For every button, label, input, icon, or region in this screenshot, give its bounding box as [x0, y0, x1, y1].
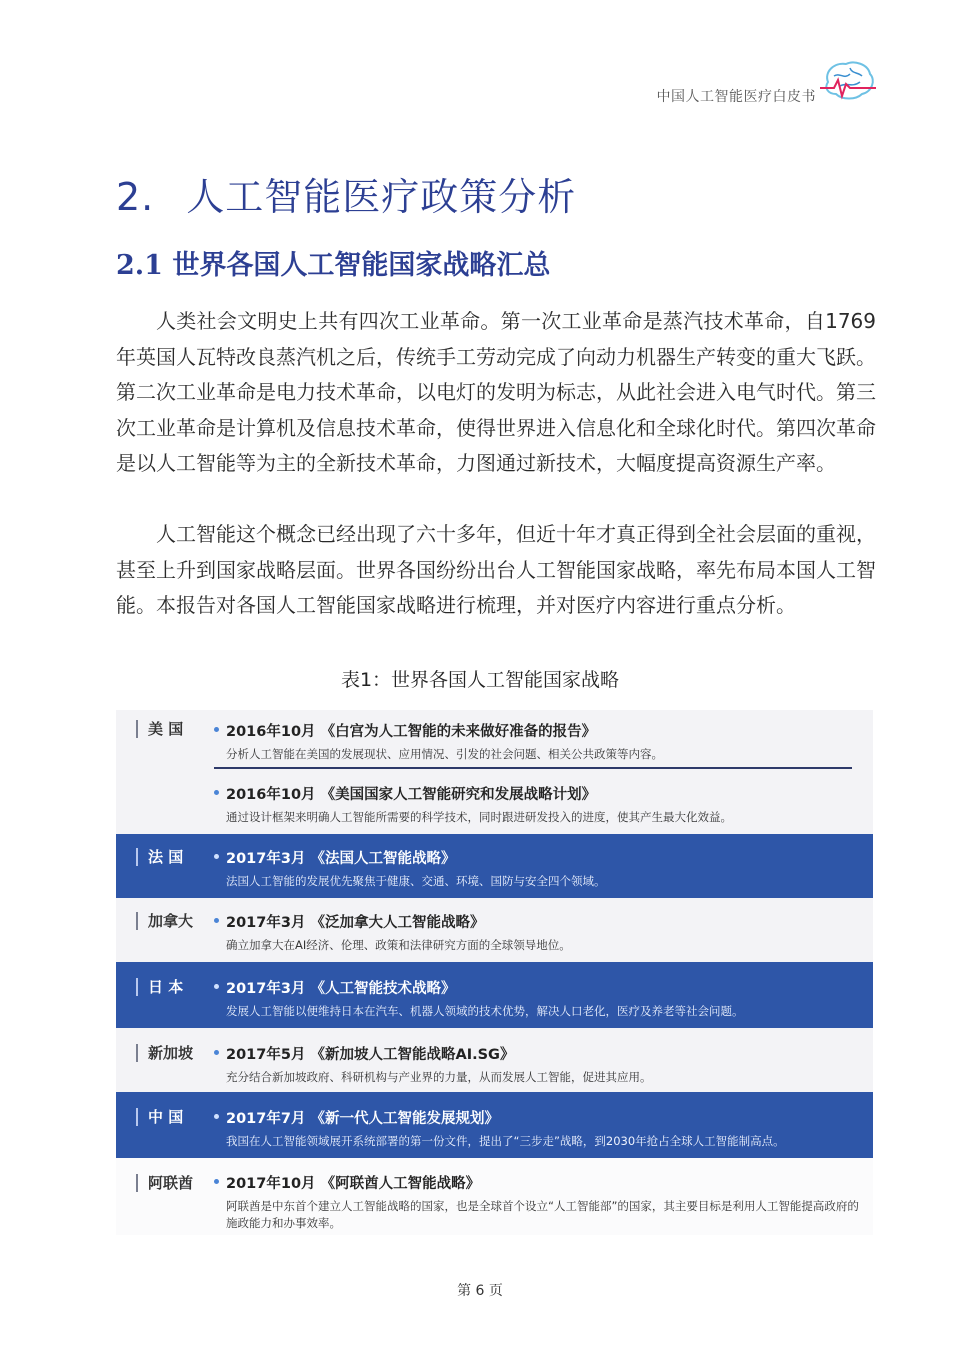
- country-label: 加拿大: [136, 912, 193, 930]
- table-row: [116, 710, 873, 834]
- entry-title: 2016年10月 《美国国家人工智能研究和发展战略计划》: [214, 783, 864, 804]
- entry-title: 2016年10月 《白宫为人工智能的未来做好准备的报告》: [214, 720, 864, 741]
- table-row: [116, 1158, 873, 1235]
- entry-description: 通过设计框架来明确人工智能所需要的科学技术，同时跟进研发投入的进度，使其产生最大化效益。: [226, 810, 732, 824]
- table-row: [116, 898, 873, 962]
- entry-title: 2017年5月 《新加坡人工智能战略AI.SG》: [214, 1043, 864, 1064]
- subsection-heading: 2.1 世界各国人工智能国家战略汇总: [116, 250, 551, 281]
- strategy-entry: [214, 1043, 864, 1086]
- table-row: [116, 1028, 873, 1092]
- entry-title: 2017年3月 《泛加拿大人工智能战略》: [214, 911, 864, 932]
- table-row: [116, 962, 873, 1028]
- country-label: 新加坡: [136, 1044, 193, 1062]
- section-title: 人工智能医疗政策分析: [186, 175, 577, 219]
- strategy-entry: [214, 847, 864, 890]
- strategy-entry: [214, 1107, 864, 1150]
- paragraph: 人类社会文明史上共有四次工业革命。第一次工业革命是蒸汽技术革命，自1769年英国人瓦特改良蒸汽机之后，传统手工劳动完成了向动力机器生产转变的重大飞跃。第二次工业革命是电力技术革命，以电灯的发明为标志，从此社会进入电气时代。第三次工业革命是计算机及信息技术革命，使得世界进入信息化和全球化时代。第四次革命是以人工智能等为主的全新技术革命，力图通过新技术，大幅度提高资源生产率。: [116, 309, 876, 475]
- country-label: 阿联酋: [136, 1174, 193, 1192]
- country-label: 美 国: [136, 720, 183, 738]
- strategy-entry: [214, 1172, 864, 1232]
- entry-description: 发展人工智能以便维持日本在汽车、机器人领域的技术优势，解决人口老化，医疗及养老等社会问题。: [226, 1004, 744, 1018]
- section-number: 2.: [116, 175, 155, 219]
- strategy-table: [116, 710, 873, 1235]
- strategy-entry: [214, 911, 864, 954]
- strategy-entry: [214, 783, 864, 826]
- strategy-entry: [214, 977, 864, 1020]
- country-label: 中 国: [136, 1108, 183, 1126]
- table-row: [116, 1092, 873, 1158]
- table-caption: 表1：世界各国人工智能国家战略: [340, 669, 620, 691]
- strategy-entry: [214, 720, 864, 763]
- entry-title: 2017年3月 《法国人工智能战略》: [214, 847, 864, 868]
- entry-description: 分析人工智能在美国的发展现状、应用情况、引发的社会问题、相关公共政策等内容。: [226, 747, 663, 761]
- entry-description: 确立加拿大在AI经济、伦理、政策和法律研究方面的全球领导地位。: [226, 938, 571, 952]
- entry-description: 阿联酋是中东首个建立人工智能战略的国家，也是全球首个设立“人工智能部”的国家，其主要目标是利用人工智能提高政府的施政能力和办事效率。: [226, 1199, 859, 1230]
- entry-description: 我国在人工智能领域展开系统部署的第一份文件，提出了“三步走”战略，到2030年抢占全球人工智能制高点。: [226, 1134, 785, 1148]
- table-row: [116, 834, 873, 898]
- entry-title: 2017年7月 《新一代人工智能发展规划》: [214, 1107, 864, 1128]
- country-label: 法 国: [136, 848, 183, 866]
- brain-logo-icon: [820, 58, 876, 104]
- country-label: 日 本: [136, 978, 183, 996]
- section-heading: [116, 166, 576, 221]
- paragraph: 人工智能这个概念已经出现了六十多年，但近十年才真正得到全社会层面的重视，甚至上升到国家战略层面。世界各国纷纷出台人工智能国家战略，率先布局本国人工智能。本报告对各国人工智能国家战略进行梳理，并对医疗内容进行重点分析。: [116, 522, 876, 617]
- entry-title: 2017年10月 《阿联酋人工智能战略》: [214, 1172, 864, 1193]
- entry-divider: [214, 767, 852, 769]
- entry-description: 法国人工智能的发展优先聚焦于健康、交通、环境、国防与安全四个领域。: [226, 874, 606, 888]
- entry-title: 2017年3月 《人工智能技术战略》: [214, 977, 864, 998]
- page-number: 第 6 页: [457, 1283, 503, 1299]
- header-title: 中国人工智能医疗白皮书: [656, 89, 816, 105]
- entry-description: 充分结合新加坡政府、科研机构与产业界的力量，从而发展人工智能，促进其应用。: [226, 1070, 652, 1084]
